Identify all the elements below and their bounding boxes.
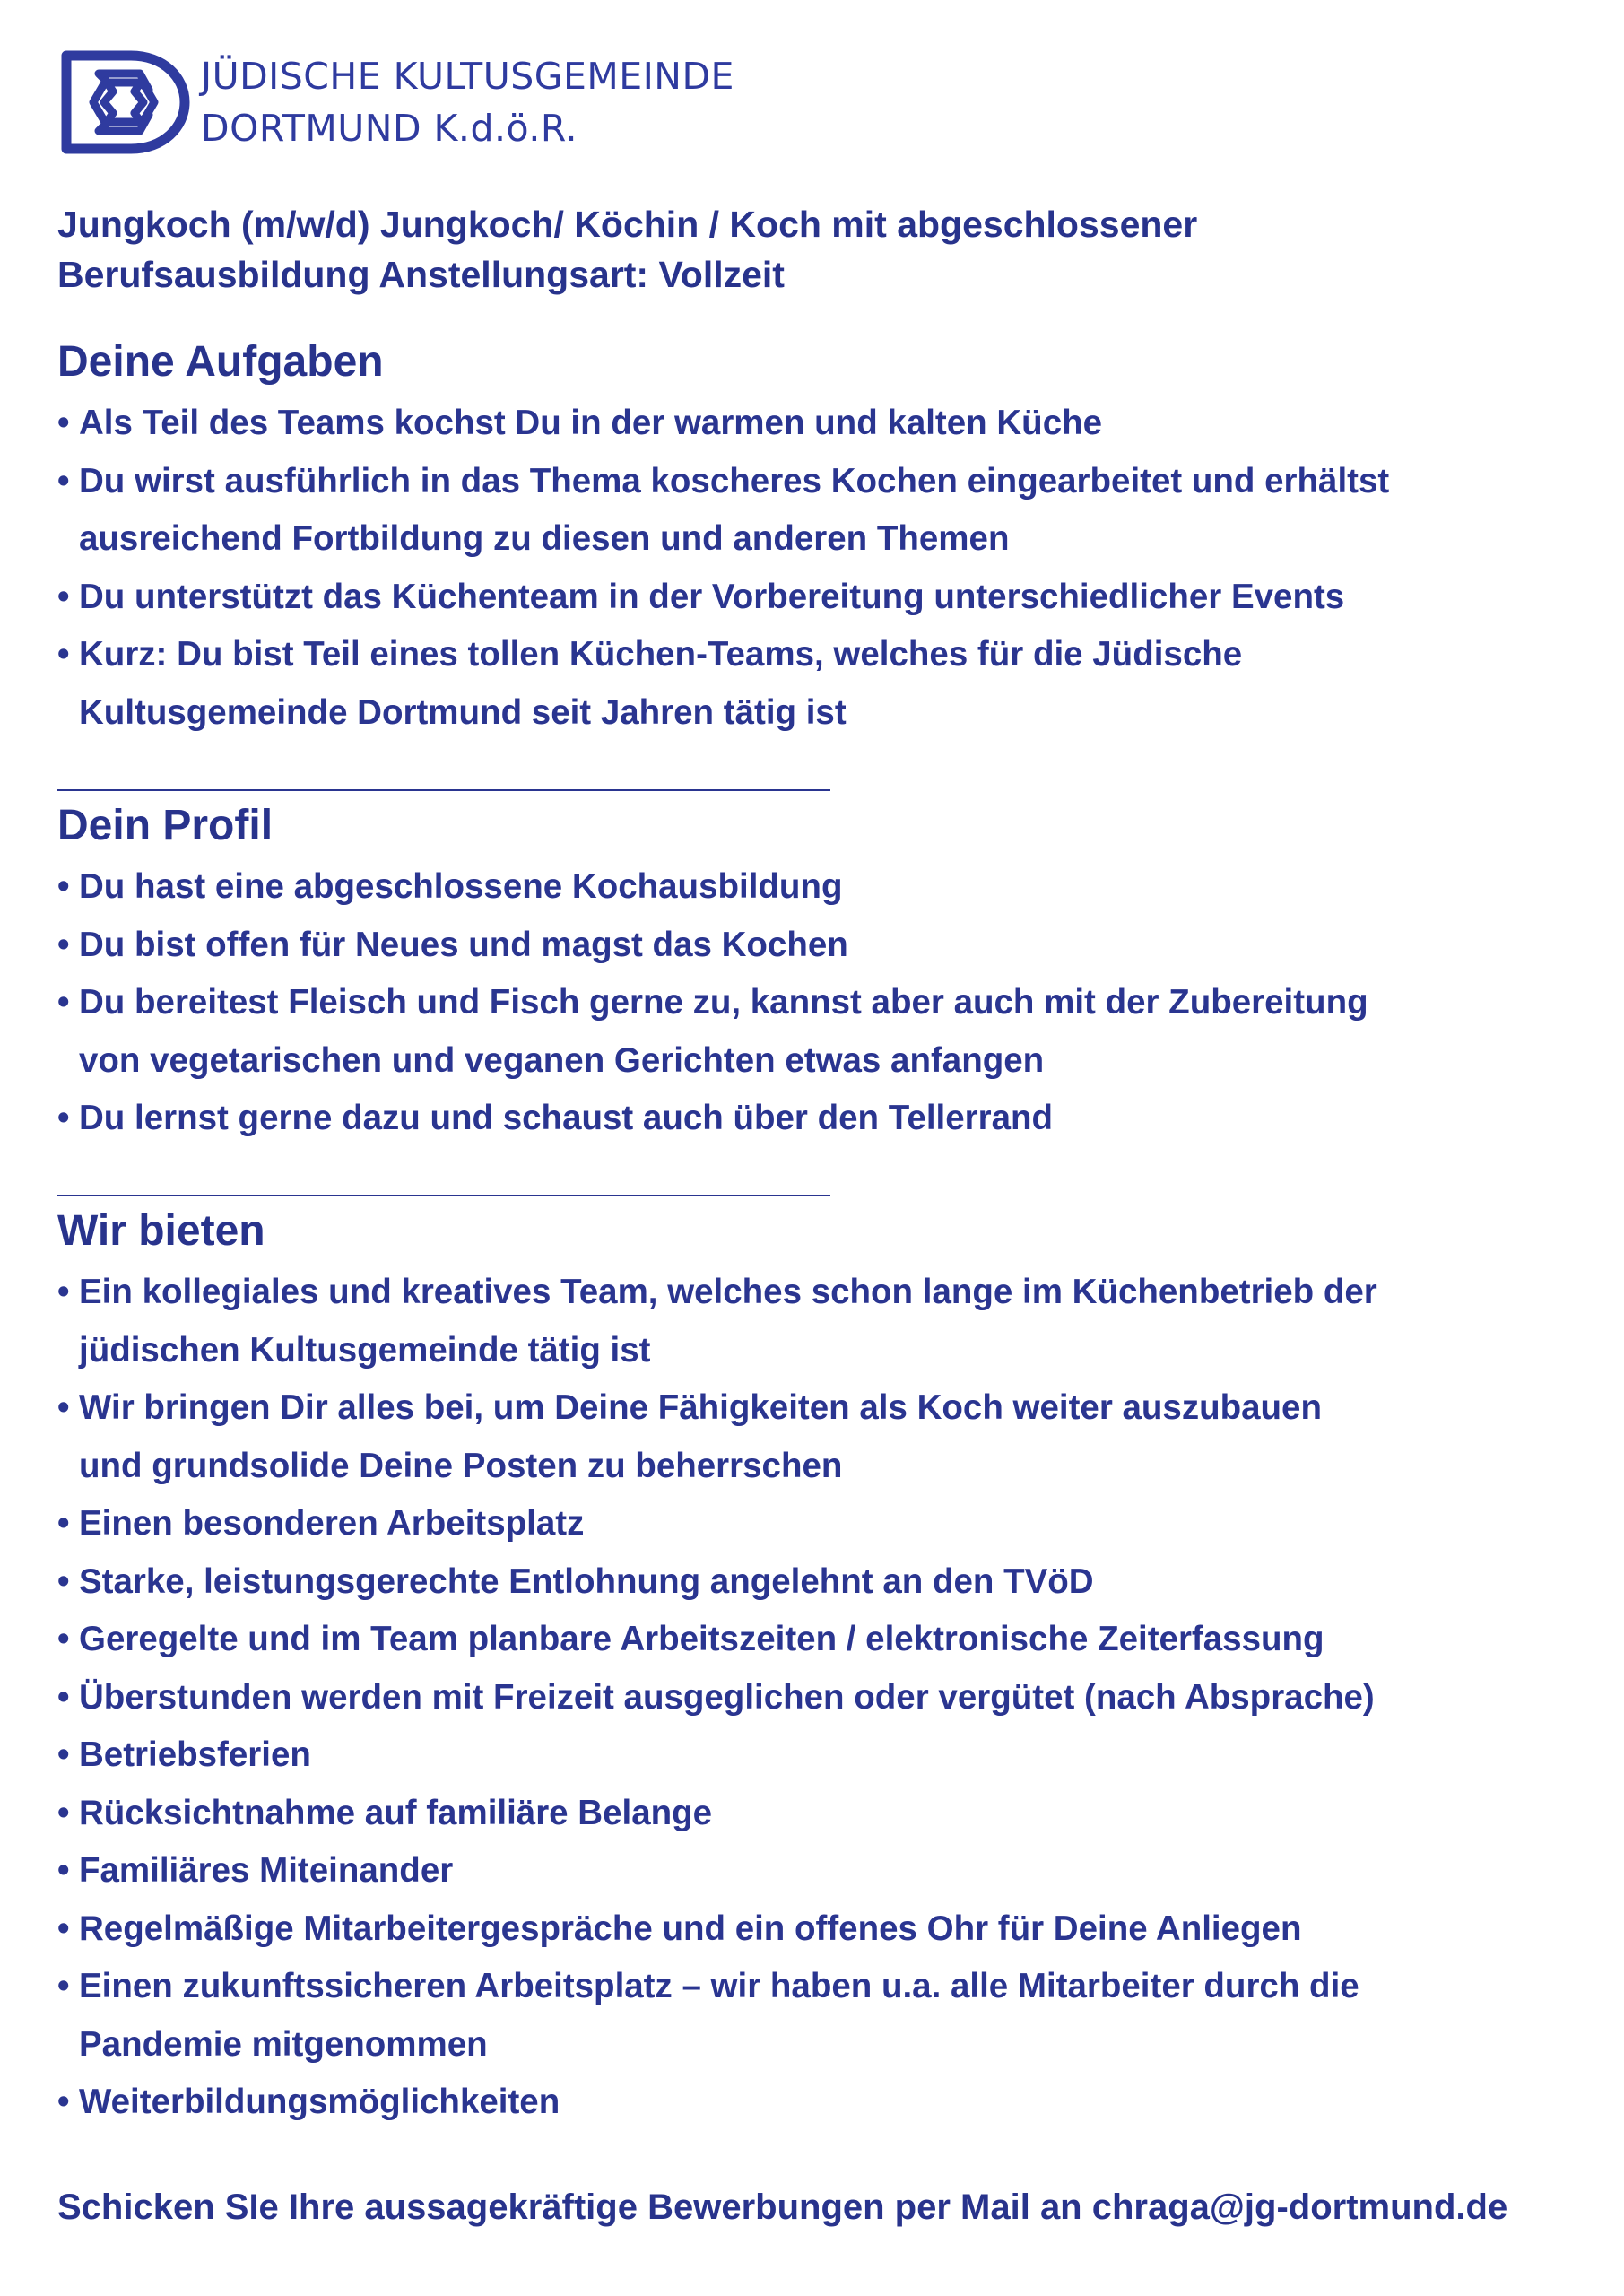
list-item-text: Kultusgemeinde Dortmund seit Jahren tätig ist — [79, 692, 847, 732]
list-item-text: Einen zukunftssicheren Arbeitsplatz – wir haben u.a. alle Mitarbeiter durch die — [79, 1967, 1359, 2005]
list-item-text: Pandemie mitgenommen — [79, 2024, 488, 2064]
list-item — [57, 858, 1537, 917]
bullet-point-icon: • — [57, 1909, 70, 1948]
section-divider — [57, 1195, 830, 1196]
list-item — [57, 1842, 1537, 1900]
list-item-text: Du lernst gerne dazu und schaust auch über den Tellerrand — [79, 1099, 1054, 1137]
bullet-point-icon: • — [57, 577, 70, 616]
list-item-text: Familiäres Miteinander — [79, 1851, 454, 1890]
bullet-point-icon: • — [57, 925, 70, 964]
list-item — [57, 1553, 1537, 1612]
list-item-text: Du hast eine abgeschlossene Kochausbildung — [79, 867, 843, 906]
list-item-text: Rücksichtnahme auf familiäre Belange — [79, 1793, 713, 1832]
list-item — [57, 1958, 1537, 2074]
bullet-point-icon: • — [57, 867, 70, 906]
list-item-text: Du bereitest Fleisch und Fisch gerne zu, kannst aber auch mit der Zubereitung — [79, 983, 1368, 1022]
bullet-point-icon: • — [57, 1504, 70, 1543]
list-item — [57, 1900, 1537, 1959]
list-item-text: Du wirst ausführlich in das Thema koscheres Kochen eingearbeitet und erhältst — [79, 461, 1390, 500]
job-title — [57, 199, 1492, 300]
bullet-point-icon: • — [57, 1677, 70, 1717]
bullet-point-icon: • — [57, 1388, 70, 1427]
bullet-point-icon: • — [57, 1099, 70, 1137]
section-heading: Wir bieten — [57, 1207, 265, 1255]
list-item-text: Regelmäßige Mitarbeitergespräche und ein offenes Ohr für Deine Anliegen — [79, 1909, 1302, 1948]
list-item-text: Geregelte und im Team planbare Arbeitszeiten / elektronische Zeiterfassung — [79, 1620, 1324, 1658]
bullet-point-icon: • — [57, 983, 70, 1022]
section-heading: Dein Profil — [57, 802, 274, 849]
list-item-text: jüdischen Kultusgemeinde tätig ist — [79, 1330, 651, 1370]
list-item-text: Überstunden werden mit Freizeit ausgeglichen oder vergütet (nach Absprache) — [79, 1677, 1375, 1717]
star-of-david-logo-icon — [57, 48, 192, 156]
list-item-text: Betriebsferien — [79, 1735, 311, 1774]
list-item — [57, 569, 1537, 627]
list-item — [57, 1611, 1537, 1669]
bullet-point-icon: • — [57, 1851, 70, 1890]
list-item-text: von vegetarischen und veganen Gerichten etwas anfangen — [79, 1040, 1045, 1080]
bullet-point-icon: • — [57, 635, 70, 674]
list-item-text: Weiterbildungsmöglichkeiten — [79, 2083, 560, 2121]
list-item-text: Als Teil des Teams kochst Du in der warmen und kalten Küche — [79, 404, 1103, 442]
job-title-line1: Jungkoch (m/w/d) Jungkoch/ Köchin / Koch mit abgeschlossener — [57, 204, 1198, 245]
bullet-point-icon: • — [57, 1793, 70, 1832]
list-item — [57, 1726, 1537, 1785]
list-item — [57, 1669, 1537, 1727]
organization-name-line1: JÜDISCHE KULTUSGEMEINDE — [201, 55, 734, 98]
list-item — [57, 626, 1537, 742]
bullet-point-icon: • — [57, 1735, 70, 1774]
list-item — [57, 453, 1537, 569]
list-item — [57, 1379, 1537, 1495]
bullet-list — [57, 395, 1537, 742]
list-item-text: ausreichend Fortbildung zu diesen und anderen Themen — [79, 519, 1010, 558]
list-item-text: Ein kollegiales und kreatives Team, welches schon lange im Küchenbetrieb der — [79, 1273, 1377, 1311]
list-item — [57, 974, 1537, 1090]
list-item-text: Wir bringen Dir alles bei, um Deine Fähigkeiten als Koch weiter auszubauen — [79, 1388, 1322, 1427]
list-item — [57, 1264, 1537, 1379]
section-divider — [57, 789, 830, 791]
list-item-text: und grundsolide Deine Posten zu beherrschen — [79, 1446, 843, 1485]
bullet-list — [57, 1264, 1537, 2132]
bullet-list — [57, 858, 1537, 1148]
section-deine-aufgaben — [57, 337, 1537, 742]
list-item-text: Du bist offen für Neues und magst das Kochen — [79, 925, 848, 964]
section-dein-profil — [57, 801, 1537, 1148]
bullet-point-icon: • — [57, 404, 70, 442]
organization-name-line2: DORTMUND K.d.ö.R. — [201, 107, 578, 150]
list-item — [57, 2074, 1537, 2132]
bullet-point-icon: • — [57, 1273, 70, 1311]
organization-header — [57, 48, 734, 156]
application-contact: Schicken SIe Ihre aussagekräftige Bewerbungen per Mail an chraga@jg-dortmund.de — [57, 2187, 1508, 2227]
bullet-point-icon: • — [57, 1967, 70, 2005]
list-item-text: Starke, leistungsgerechte Entlohnung angelehnt an den TVöD — [79, 1561, 1094, 1601]
section-wir-bieten — [57, 1206, 1537, 2132]
bullet-point-icon: • — [57, 1620, 70, 1658]
bullet-point-icon: • — [57, 461, 70, 500]
job-title-line2: Berufsausbildung Anstellungsart: Vollzeit — [57, 254, 785, 295]
list-item — [57, 395, 1537, 453]
list-item — [57, 917, 1537, 975]
organization-name — [201, 50, 734, 154]
list-item — [57, 1090, 1537, 1148]
list-item-text: Einen besonderen Arbeitsplatz — [79, 1504, 585, 1543]
list-item-text: Du unterstützt das Küchenteam in der Vorbereitung unterschiedlicher Events — [79, 577, 1345, 616]
list-item-text: Kurz: Du bist Teil eines tollen Küchen-Teams, welches für die Jüdische — [79, 635, 1243, 674]
section-heading: Deine Aufgaben — [57, 338, 384, 386]
bullet-point-icon: • — [57, 2083, 70, 2121]
list-item — [57, 1495, 1537, 1553]
bullet-point-icon: • — [57, 1561, 70, 1601]
list-item — [57, 1785, 1537, 1843]
